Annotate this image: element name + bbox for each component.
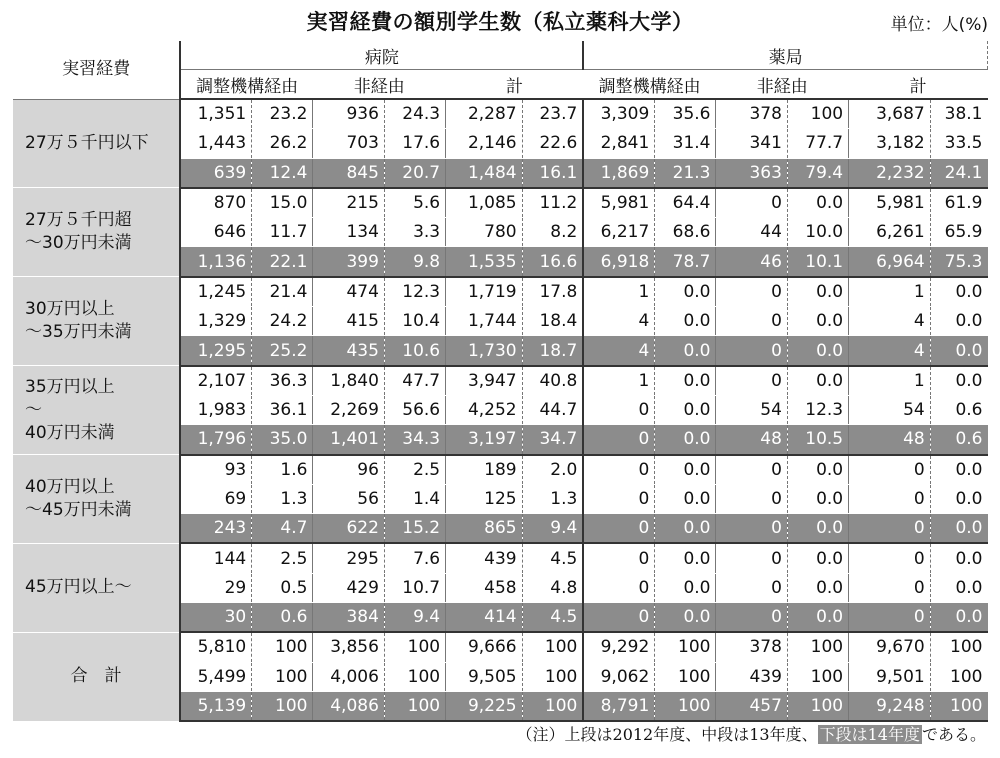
table-cell: 9,292 <box>583 632 654 662</box>
header-row-groups <box>13 41 988 70</box>
row-group-label <box>13 277 180 366</box>
table-cell: 415 <box>313 307 384 336</box>
table-cell: 639 <box>180 158 251 188</box>
sub-header: 調整機構経由 <box>583 70 716 100</box>
table-cell: 2.0 <box>522 455 583 485</box>
table-cell: 936 <box>313 99 384 129</box>
table-cell: 0.0 <box>930 307 987 336</box>
table-cell: 4.7 <box>252 514 313 544</box>
table-cell: 125 <box>446 484 523 513</box>
table-cell: 33.5 <box>930 129 987 158</box>
table-cell: 363 <box>716 158 787 188</box>
table-cell: 0.0 <box>655 277 716 307</box>
table-cell: 48 <box>716 425 787 455</box>
table-cell: 2,107 <box>180 366 251 396</box>
table-cell: 2,287 <box>446 99 523 129</box>
table-row <box>13 366 988 396</box>
table-cell: 31.4 <box>655 129 716 158</box>
table-cell: 1,329 <box>180 307 251 336</box>
table-cell: 93 <box>180 455 251 485</box>
table-cell: 0.0 <box>930 484 987 513</box>
table-cell: 21.3 <box>655 158 716 188</box>
group-header-pharmacy: 薬局 <box>583 41 987 70</box>
table-cell: 18.7 <box>522 336 583 366</box>
row-group-label-line: 〜45万円未満 <box>25 500 132 520</box>
row-group-label <box>13 455 180 544</box>
table-cell: 100 <box>787 691 848 721</box>
footnote-suffix: である。 <box>921 725 986 744</box>
table-cell: 0 <box>716 188 787 218</box>
data-table <box>13 41 988 722</box>
table-cell: 0.0 <box>655 425 716 455</box>
footnote-prefix: （注）上段は2012年度、中段は13年度、 <box>516 725 818 744</box>
table-cell: 40.8 <box>522 366 583 396</box>
table-row <box>13 632 988 662</box>
table-cell: 622 <box>313 514 384 544</box>
table-cell: 0.0 <box>655 395 716 424</box>
table-cell: 0.0 <box>655 455 716 485</box>
sub-header: 調整機構経由 <box>180 70 313 100</box>
table-cell: 4.8 <box>522 573 583 602</box>
table-cell: 3,856 <box>313 632 384 662</box>
table-cell: 48 <box>849 425 931 455</box>
table-cell: 0 <box>716 277 787 307</box>
table-cell: 100 <box>384 632 445 662</box>
table-cell: 0.6 <box>930 425 987 455</box>
table-cell: 1,484 <box>446 158 523 188</box>
table-cell: 9.8 <box>384 247 445 277</box>
table-cell: 30 <box>180 603 251 633</box>
table-cell: 189 <box>446 455 523 485</box>
table-cell: 24.3 <box>384 99 445 129</box>
row-group-label-line: 〜30万円未満 <box>25 233 132 254</box>
table-cell: 64.4 <box>655 188 716 218</box>
table-cell: 6,964 <box>849 247 931 277</box>
table-cell: 96 <box>313 455 384 485</box>
table-cell: 0.0 <box>787 603 848 633</box>
table-cell: 47.7 <box>384 366 445 396</box>
table-cell: 865 <box>446 514 523 544</box>
table-cell: 1 <box>849 366 931 396</box>
table-cell: 4,086 <box>313 691 384 721</box>
table-cell: 68.6 <box>655 218 716 247</box>
table-cell: 457 <box>716 691 787 721</box>
table-cell: 3,309 <box>583 99 654 129</box>
table-cell: 12.3 <box>384 277 445 307</box>
table-cell: 0 <box>583 543 654 573</box>
row-group-label <box>13 99 180 188</box>
table-cell: 0 <box>849 484 931 513</box>
table-cell: 243 <box>180 514 251 544</box>
table-row <box>13 277 988 307</box>
table-row <box>13 455 988 485</box>
table-cell: 75.3 <box>930 247 987 277</box>
table-cell: 100 <box>252 632 313 662</box>
table-cell: 0 <box>583 573 654 602</box>
row-group-label-line: 〜 <box>25 399 42 420</box>
table-cell: 100 <box>930 691 987 721</box>
table-cell: 26.2 <box>252 129 313 158</box>
table-cell: 61.9 <box>930 188 987 218</box>
table-cell: 0 <box>849 573 931 602</box>
table-cell: 2,232 <box>849 158 931 188</box>
table-cell: 100 <box>655 691 716 721</box>
table-cell: 295 <box>313 543 384 573</box>
table-cell: 16.1 <box>522 158 583 188</box>
table-cell: 1,744 <box>446 307 523 336</box>
table-cell: 2,146 <box>446 129 523 158</box>
table-cell: 0 <box>849 603 931 633</box>
table-cell: 2,841 <box>583 129 654 158</box>
table-cell: 100 <box>252 691 313 721</box>
table-cell: 870 <box>180 188 251 218</box>
table-cell: 25.2 <box>252 336 313 366</box>
table-cell: 65.9 <box>930 218 987 247</box>
table-cell: 24.2 <box>252 307 313 336</box>
table-cell: 8.2 <box>522 218 583 247</box>
table-cell: 12.4 <box>252 158 313 188</box>
table-cell: 845 <box>313 158 384 188</box>
table-cell: 0 <box>583 603 654 633</box>
table-cell: 9,225 <box>446 691 523 721</box>
table-cell: 0.6 <box>252 603 313 633</box>
table-cell: 22.1 <box>252 247 313 277</box>
table-cell: 0 <box>583 484 654 513</box>
row-group-label-line: 35万円以上 <box>25 376 115 397</box>
table-cell: 36.1 <box>252 395 313 424</box>
table-cell: 3.3 <box>384 218 445 247</box>
table-cell: 1 <box>849 277 931 307</box>
table-cell: 1,085 <box>446 188 523 218</box>
table-cell: 474 <box>313 277 384 307</box>
table-cell: 5,981 <box>583 188 654 218</box>
table-cell: 0 <box>849 543 931 573</box>
sub-header: 計 <box>849 70 988 100</box>
table-cell: 12.3 <box>787 395 848 424</box>
row-group-label <box>13 632 180 721</box>
sub-header: 計 <box>446 70 584 100</box>
table-cell: 78.7 <box>655 247 716 277</box>
table-cell: 0.0 <box>655 366 716 396</box>
table-cell: 9,670 <box>849 632 931 662</box>
table-cell: 79.4 <box>787 158 848 188</box>
table-cell: 1,796 <box>180 425 251 455</box>
table-cell: 378 <box>716 99 787 129</box>
table-cell: 0.0 <box>655 336 716 366</box>
table-cell: 458 <box>446 573 523 602</box>
table-cell: 54 <box>716 395 787 424</box>
table-cell: 780 <box>446 218 523 247</box>
table-cell: 0.0 <box>655 484 716 513</box>
table-cell: 1,719 <box>446 277 523 307</box>
table-cell: 11.7 <box>252 218 313 247</box>
table-cell: 100 <box>522 691 583 721</box>
table-cell: 5,139 <box>180 691 251 721</box>
table-cell: 100 <box>787 632 848 662</box>
table-cell: 34.7 <box>522 425 583 455</box>
table-cell: 4 <box>849 336 931 366</box>
row-group-label-line: 40万円未満 <box>25 422 115 443</box>
table-cell: 0.0 <box>787 543 848 573</box>
table-cell: 1.6 <box>252 455 313 485</box>
table-cell: 100 <box>930 662 987 691</box>
table-cell: 9,666 <box>446 632 523 662</box>
table-row <box>13 99 988 129</box>
table-cell: 6,261 <box>849 218 931 247</box>
table-cell: 646 <box>180 218 251 247</box>
row-group-label-line: 27万５千円以下 <box>25 132 149 153</box>
row-label-header: 実習経費 <box>13 41 180 99</box>
table-cell: 100 <box>655 632 716 662</box>
table-cell: 1 <box>583 366 654 396</box>
table-cell: 1,295 <box>180 336 251 366</box>
table-cell: 10.7 <box>384 573 445 602</box>
table-cell: 7.6 <box>384 543 445 573</box>
table-cell: 44 <box>716 218 787 247</box>
table-cell: 15.2 <box>384 514 445 544</box>
table-cell: 1,245 <box>180 277 251 307</box>
table-cell: 10.4 <box>384 307 445 336</box>
table-row <box>13 543 988 573</box>
table-cell: 439 <box>716 662 787 691</box>
row-group-label-line: 〜35万円未満 <box>25 322 132 343</box>
table-cell: 23.7 <box>522 99 583 129</box>
table-cell: 77.7 <box>787 129 848 158</box>
table-cell: 1,840 <box>313 366 384 396</box>
table-cell: 5,499 <box>180 662 251 691</box>
footnote-highlight: 下段は14年度 <box>819 725 920 744</box>
table-cell: 4.5 <box>522 543 583 573</box>
table-cell: 0.0 <box>787 188 848 218</box>
table-cell: 100 <box>384 662 445 691</box>
table-cell: 4,252 <box>446 395 523 424</box>
table-cell: 15.0 <box>252 188 313 218</box>
table-cell: 1,443 <box>180 129 251 158</box>
table-cell: 0 <box>716 307 787 336</box>
table-cell: 100 <box>655 662 716 691</box>
table-cell: 4.5 <box>522 603 583 633</box>
table-cell: 0.0 <box>655 543 716 573</box>
sub-header: 非経由 <box>313 70 446 100</box>
table-cell: 100 <box>930 632 987 662</box>
table-cell: 144 <box>180 543 251 573</box>
table-cell: 1 <box>583 277 654 307</box>
table-cell: 0.0 <box>787 514 848 544</box>
table-cell: 4 <box>849 307 931 336</box>
table-cell: 1,351 <box>180 99 251 129</box>
table-cell: 9.4 <box>522 514 583 544</box>
row-group-label-line: 40万円以上 <box>25 477 115 498</box>
table-cell: 0.0 <box>787 366 848 396</box>
table-cell: 0 <box>716 514 787 544</box>
group-header-hospital: 病院 <box>180 41 583 70</box>
table-cell: 9.4 <box>384 603 445 633</box>
table-cell: 11.2 <box>522 188 583 218</box>
table-cell: 0 <box>716 543 787 573</box>
table-cell: 46 <box>716 247 787 277</box>
table-cell: 1.4 <box>384 484 445 513</box>
row-group-label-line: 合 計 <box>70 666 122 687</box>
table-cell: 16.6 <box>522 247 583 277</box>
footnote <box>517 722 986 745</box>
page-title: 実習経費の額別学生数（私立薬科大学） <box>306 10 694 34</box>
table-cell: 21.4 <box>252 277 313 307</box>
table-cell: 2,269 <box>313 395 384 424</box>
table-cell: 3,947 <box>446 366 523 396</box>
table-cell: 24.1 <box>930 158 987 188</box>
row-group-label <box>13 188 180 277</box>
table-cell: 2.5 <box>384 455 445 485</box>
table-cell: 429 <box>313 573 384 602</box>
table-cell: 35.6 <box>655 99 716 129</box>
table-cell: 4,006 <box>313 662 384 691</box>
table-cell: 23.2 <box>252 99 313 129</box>
table-cell: 0 <box>716 573 787 602</box>
table-cell: 10.1 <box>787 247 848 277</box>
table-cell: 378 <box>716 632 787 662</box>
table-cell: 5,810 <box>180 632 251 662</box>
table-cell: 3,197 <box>446 425 523 455</box>
unit-label: 単位：人(%) <box>890 15 988 35</box>
table-cell: 341 <box>716 129 787 158</box>
table-cell: 9,248 <box>849 691 931 721</box>
table-cell: 0.0 <box>655 307 716 336</box>
table-cell: 0 <box>849 514 931 544</box>
table-cell: 100 <box>787 99 848 129</box>
row-group-label-line: 30万円以上 <box>25 299 115 320</box>
table-cell: 1,136 <box>180 247 251 277</box>
table-cell: 0 <box>716 366 787 396</box>
table-cell: 0 <box>716 603 787 633</box>
table-cell: 384 <box>313 603 384 633</box>
table-cell: 0.0 <box>930 543 987 573</box>
table-cell: 0.0 <box>787 336 848 366</box>
table-cell: 54 <box>849 395 931 424</box>
table-cell: 100 <box>522 662 583 691</box>
table-cell: 399 <box>313 247 384 277</box>
table-cell: 1.3 <box>252 484 313 513</box>
table-cell: 8,791 <box>583 691 654 721</box>
table-cell: 0 <box>716 455 787 485</box>
table-cell: 0 <box>583 455 654 485</box>
table-cell: 44.7 <box>522 395 583 424</box>
table-cell: 435 <box>313 336 384 366</box>
table-cell: 0.0 <box>930 366 987 396</box>
table-cell: 0 <box>716 484 787 513</box>
table-cell: 18.4 <box>522 307 583 336</box>
table-cell: 10.5 <box>787 425 848 455</box>
table-cell: 0.0 <box>787 307 848 336</box>
sub-header: 非経由 <box>716 70 849 100</box>
table-cell: 34.3 <box>384 425 445 455</box>
table-cell: 1,983 <box>180 395 251 424</box>
table-cell: 10.6 <box>384 336 445 366</box>
table-cell: 17.8 <box>522 277 583 307</box>
table-cell: 9,505 <box>446 662 523 691</box>
table-cell: 9,501 <box>849 662 931 691</box>
table-cell: 4 <box>583 307 654 336</box>
table-cell: 3,182 <box>849 129 931 158</box>
table-cell: 35.0 <box>252 425 313 455</box>
table-cell: 0.0 <box>655 514 716 544</box>
table-cell: 1,401 <box>313 425 384 455</box>
table-cell: 1.3 <box>522 484 583 513</box>
table-cell: 20.7 <box>384 158 445 188</box>
table-cell: 414 <box>446 603 523 633</box>
table-cell: 1,535 <box>446 247 523 277</box>
table-cell: 0.0 <box>930 336 987 366</box>
row-group-label-line: 27万５千円超 <box>25 210 132 231</box>
table-cell: 215 <box>313 188 384 218</box>
table-cell: 0 <box>849 455 931 485</box>
table-cell: 439 <box>446 543 523 573</box>
table-cell: 100 <box>252 662 313 691</box>
table-cell: 6,217 <box>583 218 654 247</box>
table-cell: 0.0 <box>787 573 848 602</box>
table-cell: 0 <box>583 425 654 455</box>
table-cell: 38.1 <box>930 99 987 129</box>
table-cell: 56.6 <box>384 395 445 424</box>
table-cell: 0 <box>583 514 654 544</box>
table-cell: 0.0 <box>930 455 987 485</box>
row-group-label-line: 45万円以上〜 <box>25 577 132 598</box>
table-cell: 6,918 <box>583 247 654 277</box>
table-cell: 22.6 <box>522 129 583 158</box>
table-cell: 36.3 <box>252 366 313 396</box>
table-cell: 56 <box>313 484 384 513</box>
table-cell: 0 <box>716 336 787 366</box>
table-cell: 0.0 <box>787 277 848 307</box>
table-cell: 0.0 <box>930 573 987 602</box>
table-cell: 4 <box>583 336 654 366</box>
table-cell: 0.6 <box>930 395 987 424</box>
table-cell: 134 <box>313 218 384 247</box>
table-cell: 0.0 <box>930 277 987 307</box>
table-cell: 29 <box>180 573 251 602</box>
row-group-label <box>13 366 180 455</box>
table-cell: 0.0 <box>787 484 848 513</box>
row-group-label <box>13 543 180 632</box>
table-cell: 5,981 <box>849 188 931 218</box>
table-cell: 2.5 <box>252 543 313 573</box>
table-cell: 10.0 <box>787 218 848 247</box>
table-cell: 100 <box>384 691 445 721</box>
table-cell: 100 <box>787 662 848 691</box>
table-cell: 703 <box>313 129 384 158</box>
table-cell: 3,687 <box>849 99 931 129</box>
table-cell: 0.0 <box>930 514 987 544</box>
table-cell: 0.0 <box>655 603 716 633</box>
table-cell: 69 <box>180 484 251 513</box>
table-cell: 0.0 <box>930 603 987 633</box>
table-cell: 100 <box>522 632 583 662</box>
table-row <box>13 188 988 218</box>
table-cell: 1,869 <box>583 158 654 188</box>
table-cell: 0.0 <box>655 573 716 602</box>
table-cell: 5.6 <box>384 188 445 218</box>
table-cell: 17.6 <box>384 129 445 158</box>
table-cell: 0.0 <box>787 455 848 485</box>
table-cell: 0.5 <box>252 573 313 602</box>
table-cell: 0 <box>583 395 654 424</box>
table-cell: 1,730 <box>446 336 523 366</box>
table-cell: 9,062 <box>583 662 654 691</box>
